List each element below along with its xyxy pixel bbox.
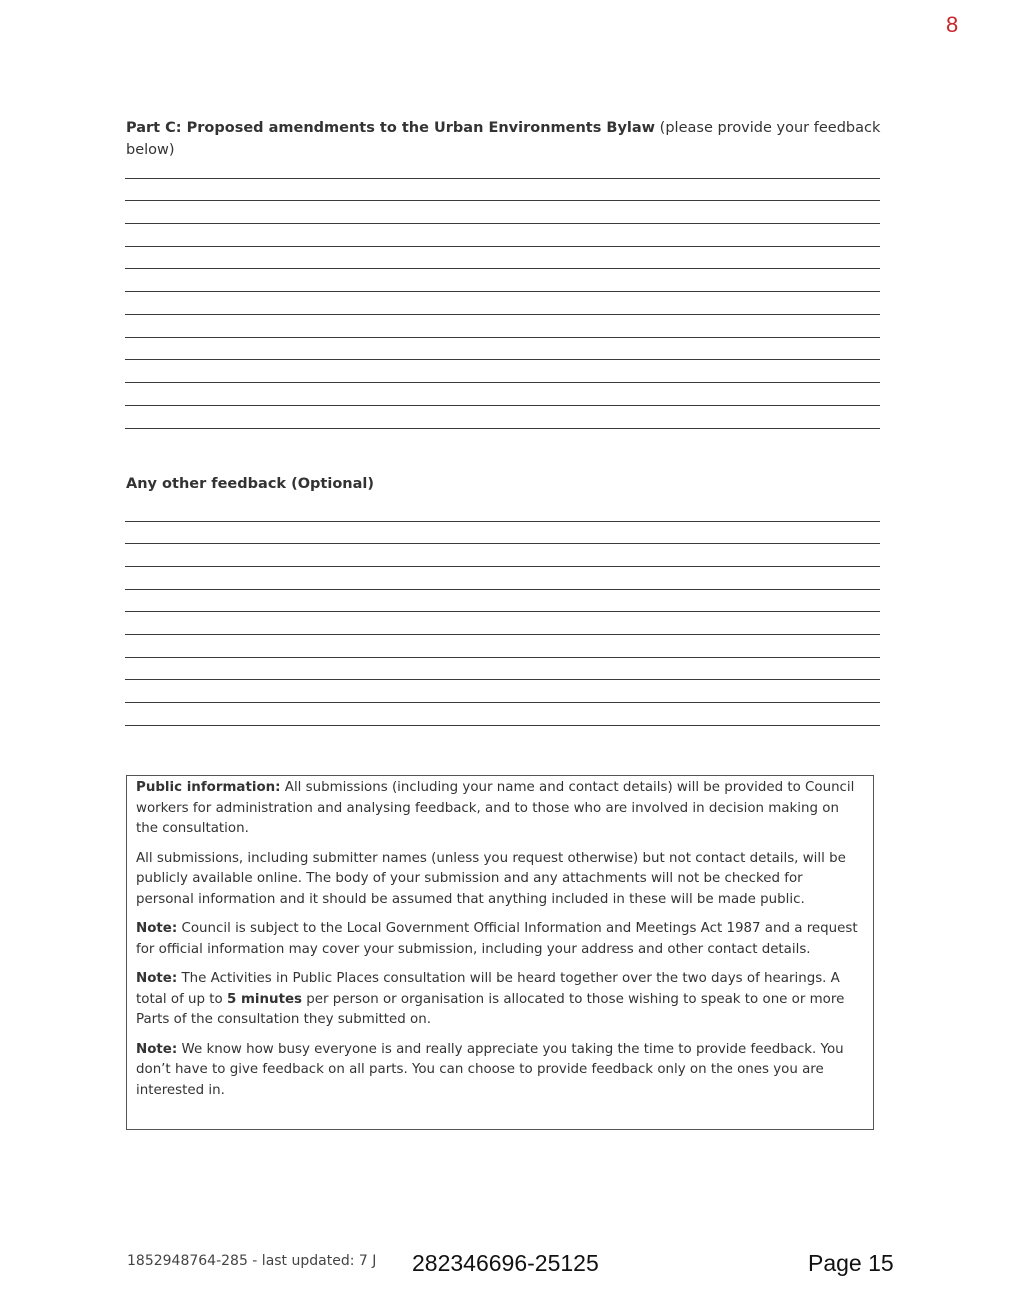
- part-c-line[interactable]: [125, 223, 880, 224]
- official-information-text: Council is subject to the Local Government Official Information and Meetings Act 1987 and a request for official information may cover your submission, including your address and other contact details.: [136, 921, 858, 957]
- note-label: Note:: [136, 921, 178, 936]
- other-feedback-line[interactable]: [125, 657, 880, 658]
- part-c-line[interactable]: [125, 359, 880, 360]
- part-c-line[interactable]: [125, 314, 880, 315]
- appreciation-note: [136, 1040, 863, 1102]
- other-feedback-line[interactable]: [125, 634, 880, 635]
- note-label: Note:: [136, 1041, 178, 1057]
- other-feedback-line[interactable]: [125, 725, 880, 726]
- part-c-note: (please provide your feedback below): [126, 120, 881, 158]
- part-c-line[interactable]: [125, 382, 880, 383]
- speaking-time: 5 minutes: [226, 991, 303, 1007]
- part-c-line[interactable]: [125, 291, 880, 292]
- hearings-text-a: The Activities in Public Places consultation will be heard together over the two days of hearings. A total of up to: [136, 971, 840, 1007]
- note-label: Note:: [136, 971, 178, 986]
- submissions-availability-text: All submissions, including submitter names (unless you request otherwise) but not contact details, will be publicly available online. The body of your submission and any attachments will not be checked for personal information and it should be assumed that anything included in these will be made public.: [136, 850, 846, 907]
- public-information-paragraph: [136, 778, 863, 840]
- footer-page-number: Page 15: [808, 1250, 894, 1276]
- appreciation-text: We know how busy everyone is and really appreciate you taking the time to provide feedback. You don’t have to give feedback on all parts. You can choose to provide feedback only on the ones you are interested in.: [136, 1041, 844, 1098]
- part-c-line[interactable]: [125, 246, 880, 247]
- other-feedback-line[interactable]: [125, 566, 880, 567]
- hearings-note: [136, 969, 863, 1031]
- page-marker: 8: [946, 12, 959, 37]
- part-c-line[interactable]: [125, 337, 880, 338]
- footer-doc-ref: 1852948764-285 - last updated: 7 J: [127, 1253, 377, 1269]
- public-information-label: Public information:: [136, 780, 281, 795]
- footer-stamp-id: 282346696-25125: [412, 1250, 599, 1276]
- other-feedback-line[interactable]: [125, 679, 880, 680]
- hearings-text-b: per person or organisation is allocated to those wishing to speak to one or more Parts of the consultation they submitted on.: [136, 991, 845, 1027]
- other-feedback-line[interactable]: [125, 611, 880, 612]
- other-feedback-heading: Any other feedback (Optional): [126, 476, 375, 492]
- part-c-line[interactable]: [125, 178, 880, 179]
- part-c-line[interactable]: [125, 200, 880, 201]
- other-feedback-line[interactable]: [125, 702, 880, 703]
- other-feedback-line[interactable]: [125, 521, 880, 522]
- public-information-text: All submissions (including your name and contact details) will be provided to Council workers for administration and analysing feedback, and to those who are involved in decision making on the consultation.: [136, 780, 855, 836]
- other-feedback-line[interactable]: [125, 543, 880, 544]
- part-c-line[interactable]: [125, 405, 880, 406]
- part-c-title: Part C: Proposed amendments to the Urban Environments Bylaw: [126, 120, 656, 136]
- part-c-line[interactable]: [125, 428, 880, 429]
- public-information-box: [126, 775, 874, 1130]
- submissions-availability-paragraph: [136, 849, 863, 911]
- other-feedback-line[interactable]: [125, 589, 880, 590]
- part-c-heading: [126, 117, 886, 161]
- official-information-note: [136, 919, 863, 960]
- part-c-line[interactable]: [125, 268, 880, 269]
